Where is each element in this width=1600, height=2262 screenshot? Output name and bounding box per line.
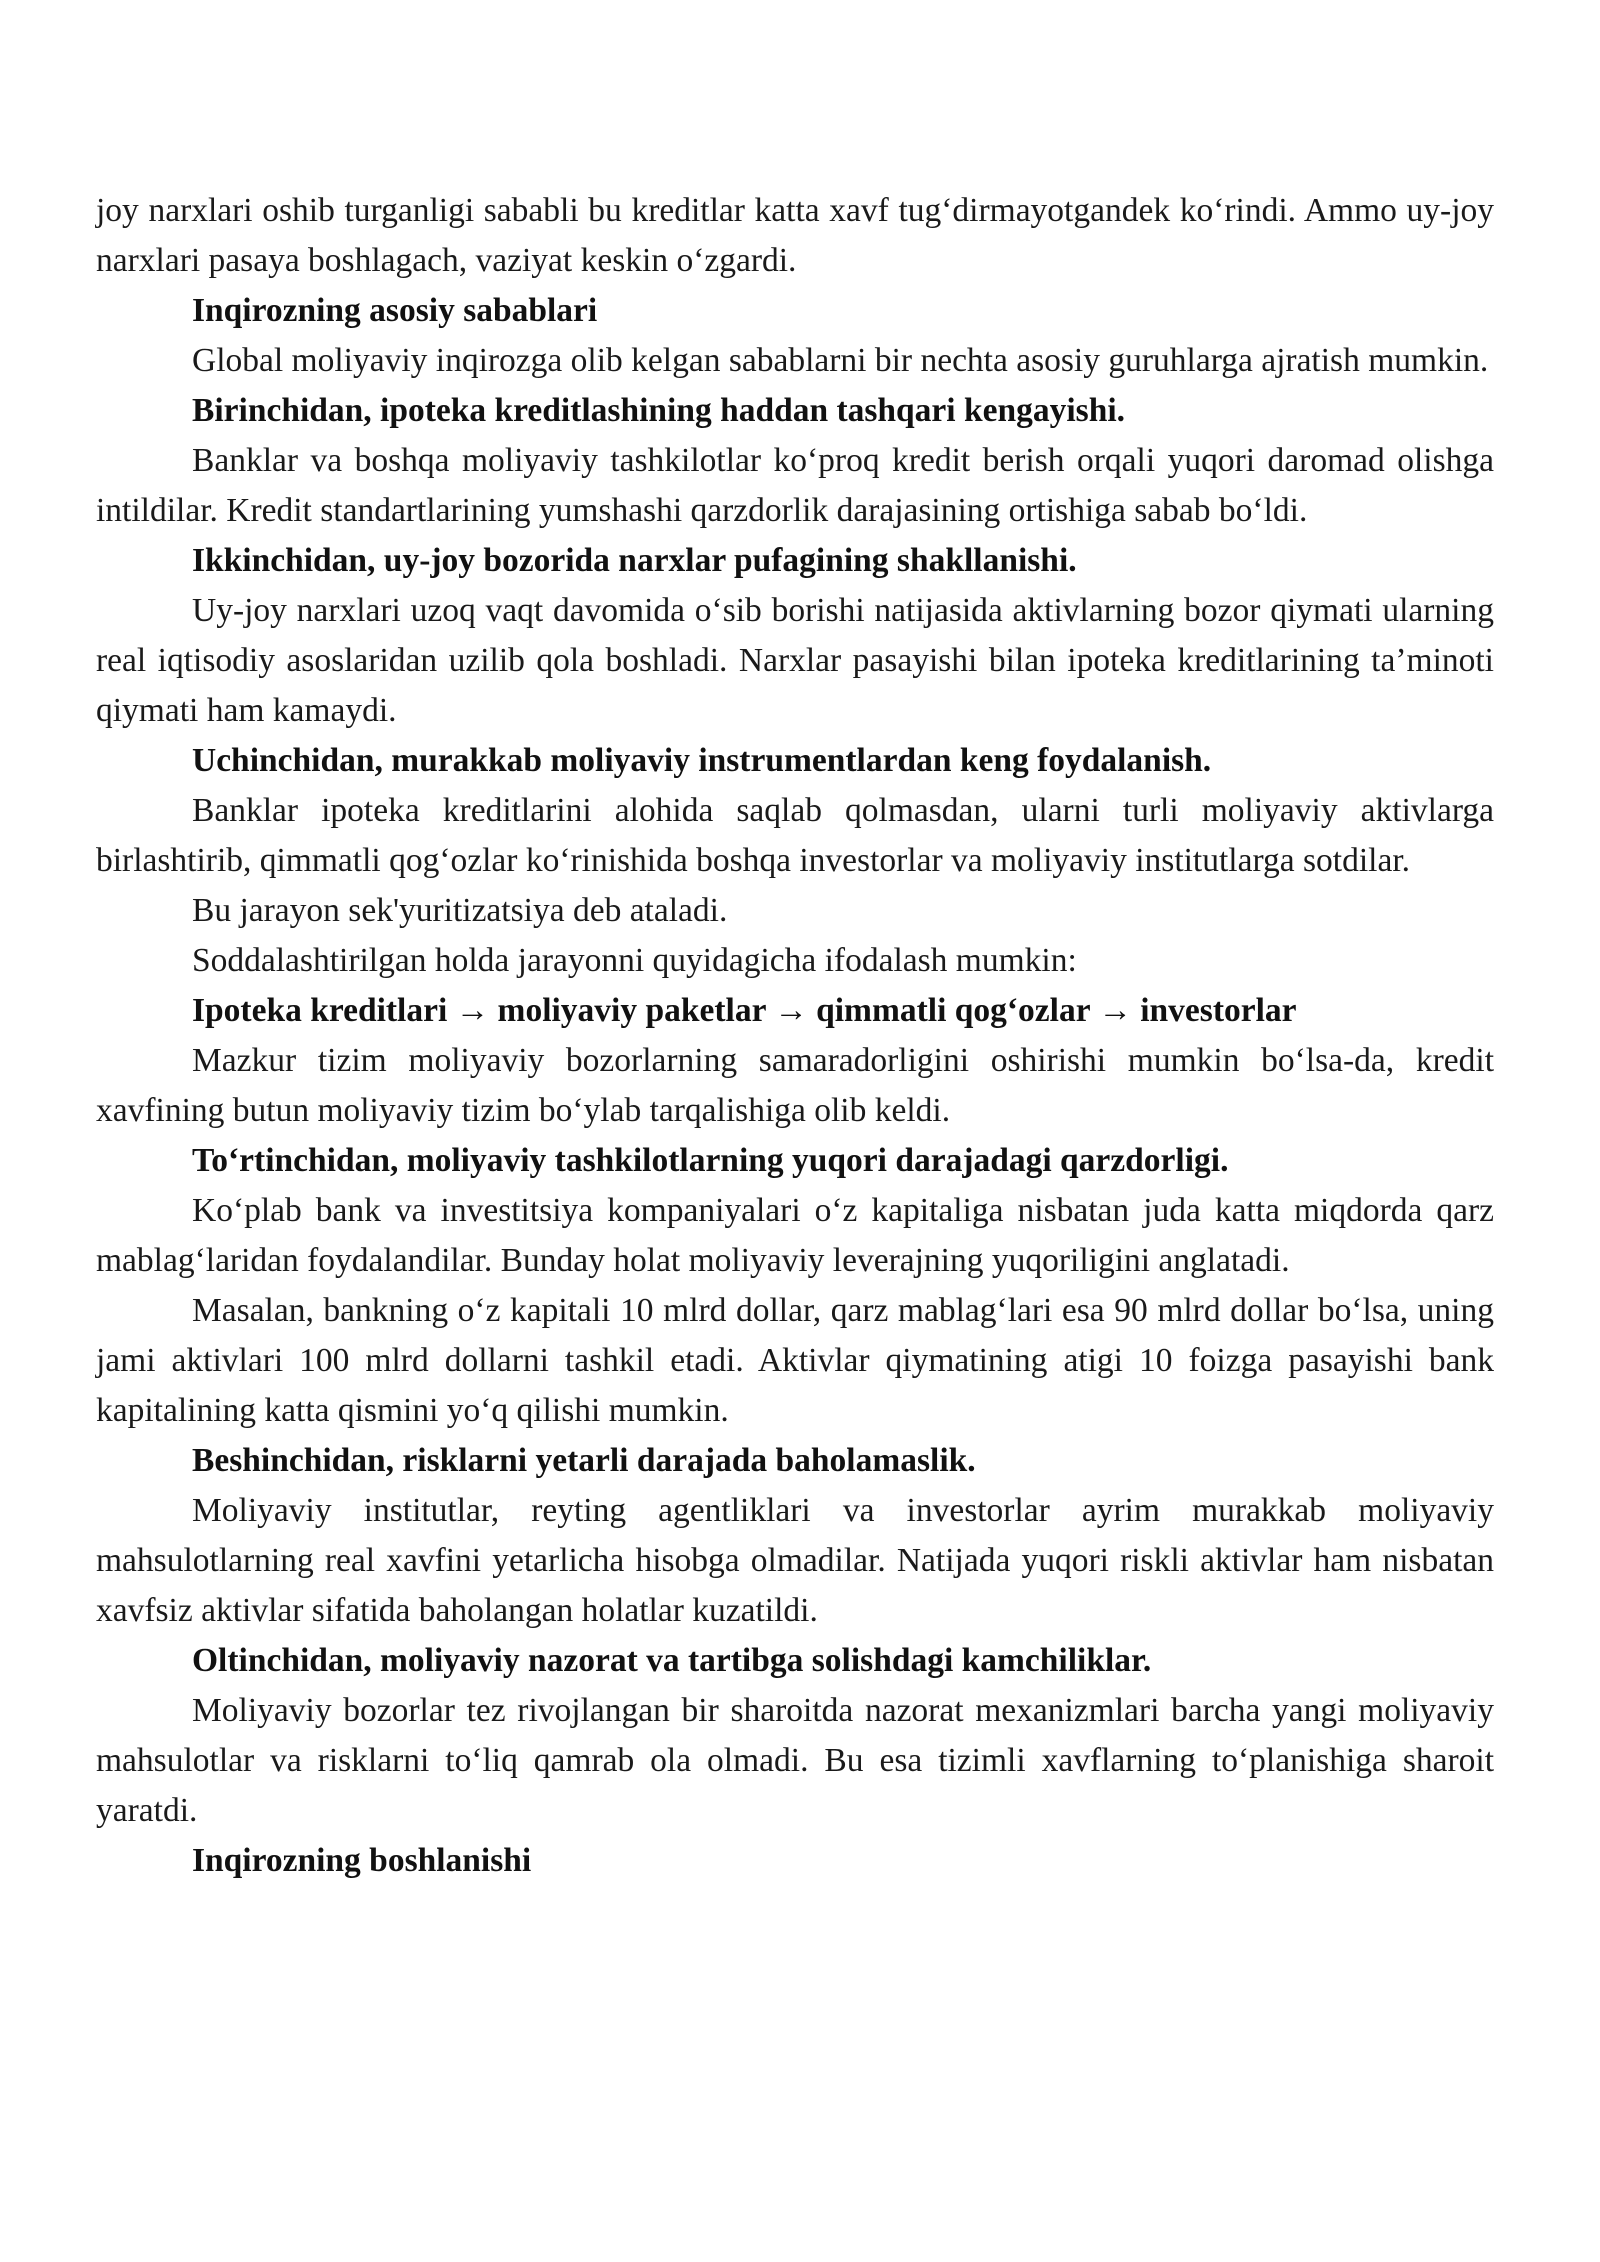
paragraph-sixth-cause: Moliyaviy bozorlar tez rivojlangan bir sharoitda nazorat mexanizmlari barcha yangi moliyaviy mahsulotlar va risklarni to‘liq qamrab ola olmadi. Bu esa tizimli xavflarning to‘planishiga sharoit yaratdi.: [96, 1692, 1494, 1829]
cause-heading-first: Birinchidan, ipoteka kreditlashining haddan tashqari kengayishi.: [192, 392, 1126, 429]
paragraph-leverage-example: Masalan, bankning o‘z kapitali 10 mlrd dollar, qarz mablag‘lari esa 90 mlrd dollar bo‘lsa, uning jami aktivlari 100 mlrd dollarni tashkil etadi. Aktivlar qiymatining atigi 10 foizga pasayishi bank kapitalining katta qismini yo‘q qilishi mumkin.: [96, 1292, 1494, 1429]
paragraph-fifth-cause: Moliyaviy institutlar, reyting agentliklari va investorlar ayrim murakkab moliyaviy mahsulotlarning real xavfini yetarlicha hisobga olmadilar. Natijada yuqori riskli aktivlar ham nisbatan xavfsiz aktivlar sifatida baholangan holatlar kuzatildi.: [96, 1492, 1494, 1629]
cause-heading-sixth: Oltinchidan, moliyaviy nazorat va tartibga solishdagi kamchiliklar.: [192, 1642, 1152, 1679]
section-heading-main-causes: Inqirozning asosiy sabablari: [192, 292, 598, 329]
securitization-flow: Ipoteka kreditlari → moliyaviy paketlar → qimmatli qog‘ozlar → investorlar: [192, 992, 1297, 1029]
cause-heading-fourth: To‘rtinchidan, moliyaviy tashkilotlarning yuqori darajadagi qarzdorligi.: [192, 1142, 1229, 1179]
document-page: [96, 186, 1494, 1886]
paragraph-second-cause: Uy-joy narxlari uzoq vaqt davomida o‘sib borishi natijasida aktivlarning bozor qiymati ularning real iqtisodiy asoslaridan uzilib qola boshladi. Narxlar pasayishi bilan ipoteka kreditlarining ta’minoti qiymati ham kamaydi.: [96, 592, 1494, 729]
section-heading-crisis-start: Inqirozning boshlanishi: [192, 1842, 532, 1879]
paragraph-continuation: joy narxlari oshib turganligi sababli bu kreditlar katta xavf tug‘dirmayotgandek ko‘rindi. Ammo uy-joy narxlari pasaya boshlagach, vaziyat keskin o‘zgardi.: [96, 192, 1494, 279]
paragraph-securitization-term: Bu jarayon sek'yuritizatsiya deb ataladi.: [192, 892, 728, 929]
cause-heading-fifth: Beshinchidan, risklarni yetarli darajada baholamaslik.: [192, 1442, 976, 1479]
cause-heading-second: Ikkinchidan, uy-joy bozorida narxlar pufagining shakllanishi.: [192, 542, 1077, 579]
paragraph-fourth-cause: Ko‘plab bank va investitsiya kompaniyalari o‘z kapitaliga nisbatan juda katta miqdorda qarz mablag‘laridan foydalandilar. Bunday holat moliyaviy leverajning yuqoriligini anglatadi.: [96, 1192, 1494, 1279]
paragraph-first-cause: Banklar va boshqa moliyaviy tashkilotlar ko‘proq kredit berish orqali yuqori daromad olishga intildilar. Kredit standartlarining yumshashi qarzdorlik darajasining ortishiga sabab bo‘ldi.: [96, 442, 1494, 529]
paragraph-flow-effect: Mazkur tizim moliyaviy bozorlarning samaradorligini oshirishi mumkin bo‘lsa-da, kredit xavfining butun moliyaviy tizim bo‘ylab tarqalishiga olib keldi.: [96, 1042, 1494, 1129]
paragraph-simplified-intro: Soddalashtirilgan holda jarayonni quyidagicha ifodalash mumkin:: [192, 942, 1077, 979]
paragraph-third-cause: Banklar ipoteka kreditlarini alohida saqlab qolmasdan, ularni turli moliyaviy aktivlarga birlashtirib, qimmatli qog‘ozlar ko‘rinishida boshqa investorlar va moliyaviy institutlarga sotdilar.: [96, 792, 1494, 879]
cause-heading-third: Uchinchidan, murakkab moliyaviy instrumentlardan keng foydalanish.: [192, 742, 1212, 779]
paragraph-intro-causes: Global moliyaviy inqirozga olib kelgan sabablarni bir nechta asosiy guruhlarga ajratish mumkin.: [192, 342, 1489, 379]
